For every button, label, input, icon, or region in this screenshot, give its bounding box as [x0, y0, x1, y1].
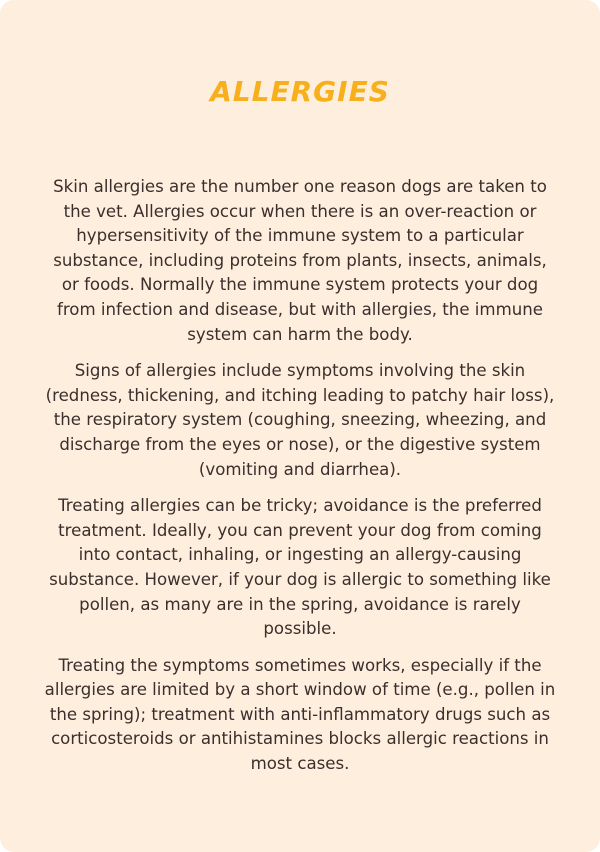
paragraph-symptom-treatment: Treating the symptoms sometimes works, especially if the allergies are limited by a short window of time (e.g., pollen in the spring); treatment with anti-inflammatory drugs such as corticosteroids or antihistamines blocks allergic reactions in most cases.: [44, 655, 556, 774]
card-body: [44, 175, 556, 777]
paragraph-signs: Signs of allergies include symptoms involving the skin (redness, thickening, and itching leading to patchy hair loss), the respiratory system (coughing, sneezing, wheezing, and discharge from the eyes or nose), or the digestive system (vomiting and diarrhea).: [45, 361, 555, 479]
paragraph-overview: Skin allergies are the number one reason dogs are taken to the vet. Allergies occur when there is an over-reaction or hypersensitivity of the immune system to a particular substance, including proteins from plants, insects, animals, or foods. Normally the immune system protects your dog from infection and disease, but with allergies, the immune system can harm the body.: [53, 177, 547, 344]
paragraph-treatment: Treating allergies can be tricky; avoidance is the preferred treatment. Ideally, you can prevent your dog from coming into contact, inhaling, or ingesting an allergy-causing substance. However, if your dog is allergic to something like pollen, as many are in the spring, avoidance is rarely possible.: [49, 496, 551, 639]
card-title: ALLERGIES: [210, 75, 390, 108]
